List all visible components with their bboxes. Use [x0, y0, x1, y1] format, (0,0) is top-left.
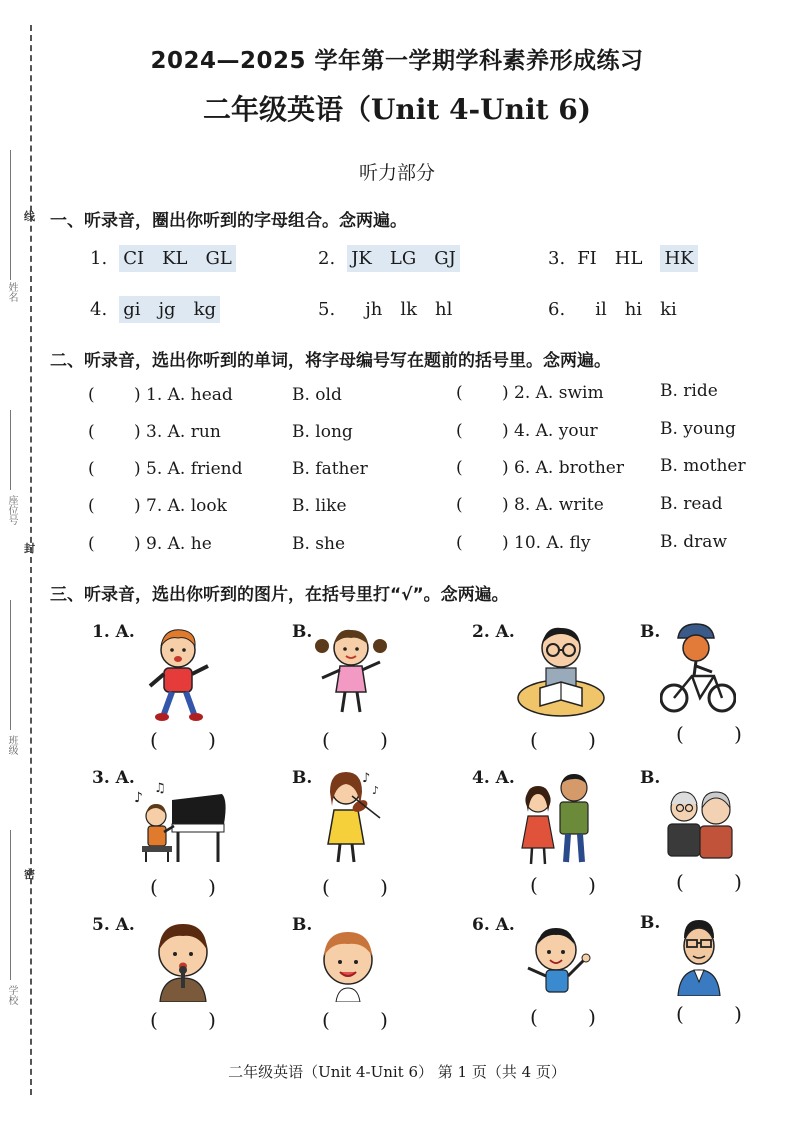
- boy-face-icon: [316, 926, 380, 1002]
- singing-boy-icon: [150, 918, 216, 1002]
- svg-text:♪: ♪: [372, 784, 380, 797]
- word-item-1: ( ) 1. A. head: [88, 385, 233, 405]
- pic-label-4b: B.: [640, 768, 661, 788]
- pic-label-1b: B.: [292, 622, 313, 642]
- word-item-8: ( ) 8. A. write: [456, 495, 604, 515]
- piano-player-icon: [130, 780, 230, 866]
- answer-paren-4a[interactable]: ( ): [530, 873, 618, 897]
- letter-item-4: 4. gi jg kg: [90, 299, 220, 320]
- word-item-6: ( ) 6. A. brother: [456, 458, 624, 478]
- pic-label-3b: B.: [292, 768, 313, 788]
- svg-text:♪: ♪: [362, 771, 371, 786]
- pic-label-3a: 3. A.: [92, 768, 135, 788]
- answer-paren-4b[interactable]: ( ): [676, 870, 764, 894]
- word-item-4: ( ) 4. A. your: [456, 421, 598, 441]
- section-1-heading: 一、听录音，圈出你听到的字母组合。念两遍。: [50, 211, 407, 231]
- word-item-7: ( ) 7. A. look: [88, 496, 227, 516]
- letter-item-5: 5. jh lk hl: [318, 299, 453, 320]
- pic-label-2a: 2. A.: [472, 622, 515, 642]
- school-line: [10, 830, 11, 980]
- letter-item-2: 2. JK LG GJ: [318, 248, 460, 269]
- word-item-6-b: B. mother: [660, 456, 746, 476]
- word-item-2-b: B. ride: [660, 381, 718, 401]
- cut-line: [30, 25, 32, 1095]
- exam-title: 2024—2025 学年第一学期学科素养形成练习: [150, 48, 644, 74]
- answer-paren-2a[interactable]: ( ): [530, 728, 618, 752]
- letter-item-6: 6. il hi ki: [548, 299, 677, 320]
- word-item-7-b: B. like: [292, 496, 347, 516]
- word-item-10: ( ) 10. A. fly: [456, 533, 591, 553]
- pic-label-6a: 6. A.: [472, 915, 515, 935]
- margin-mark-secret: 密: [24, 868, 35, 881]
- pic-label-4a: 4. A.: [472, 768, 515, 788]
- margin-label-class: 班级: [6, 735, 17, 755]
- word-item-9-b: B. she: [292, 534, 346, 554]
- margin-mark-line: 线: [24, 210, 35, 223]
- letter-item-1: 1. CI KL GL: [90, 248, 236, 269]
- girl-pigtails-icon: [312, 622, 390, 718]
- pic-label-6b: B.: [640, 913, 661, 933]
- father-daughter-icon: [516, 770, 602, 866]
- answer-paren-1b[interactable]: ( ): [322, 728, 410, 752]
- part-title: 听力部分: [358, 162, 435, 184]
- word-item-3: ( ) 3. A. run: [88, 422, 221, 442]
- man-glasses-icon: [674, 916, 724, 996]
- margin-label-name: 姓名: [6, 282, 17, 302]
- answer-paren-6a[interactable]: ( ): [530, 1005, 618, 1029]
- grandparents-icon: [662, 782, 736, 866]
- answer-paren-3b[interactable]: ( ): [322, 875, 410, 899]
- class-line: [10, 600, 11, 730]
- exam-subject: 二年级英语（Unit 4-Unit 6): [202, 93, 592, 126]
- answer-paren-1a[interactable]: ( ): [150, 728, 238, 752]
- answer-paren-2b[interactable]: ( ): [676, 722, 764, 746]
- pic-label-5b: B.: [292, 915, 313, 935]
- margin-label-seat: 座位号: [6, 495, 17, 525]
- waving-boy-icon: [522, 920, 594, 1000]
- word-item-3-b: B. long: [292, 422, 353, 442]
- word-item-2: ( ) 2. A. swim: [456, 383, 604, 403]
- page-footer: 二年级英语（Unit 4-Unit 6） 第 1 页（共 4 页）: [228, 1063, 566, 1081]
- pic-label-2b: B.: [640, 622, 661, 642]
- word-item-9: ( ) 9. A. he: [88, 534, 212, 554]
- margin-label-school: 学校: [6, 985, 17, 1005]
- word-item-4-b: B. young: [660, 419, 736, 439]
- word-item-10-b: B. draw: [660, 532, 727, 552]
- boy-reading-icon: [516, 622, 606, 718]
- word-item-1-b: B. old: [292, 385, 342, 405]
- word-item-5: ( ) 5. A. friend: [88, 459, 243, 479]
- section-2-heading: 二、听录音，选出你听到的单词，将字母编号写在题前的括号里。念两遍。: [50, 351, 611, 371]
- word-item-5-b: B. father: [292, 459, 368, 479]
- answer-paren-5b[interactable]: ( ): [322, 1008, 410, 1032]
- section-3-heading: 三、听录音，选出你听到的图片，在括号里打“√”。念两遍。: [50, 585, 509, 605]
- answer-paren-3a[interactable]: ( ): [150, 875, 238, 899]
- bike-rider-icon: [660, 622, 736, 718]
- answer-paren-5a[interactable]: ( ): [150, 1008, 238, 1032]
- boy-running-icon: [142, 620, 216, 724]
- word-item-8-b: B. read: [660, 494, 723, 514]
- svg-text:♫: ♫: [154, 781, 166, 796]
- pic-label-1a: 1. A.: [92, 622, 135, 642]
- seat-line: [10, 410, 11, 490]
- margin-mark-seal: 封: [24, 542, 35, 555]
- answer-paren-6b[interactable]: ( ): [676, 1002, 764, 1026]
- violin-player-icon: [316, 766, 384, 866]
- pic-label-5a: 5. A.: [92, 915, 135, 935]
- letter-item-3: 3. FI HL HK: [548, 248, 698, 269]
- svg-text:♪: ♪: [134, 790, 143, 806]
